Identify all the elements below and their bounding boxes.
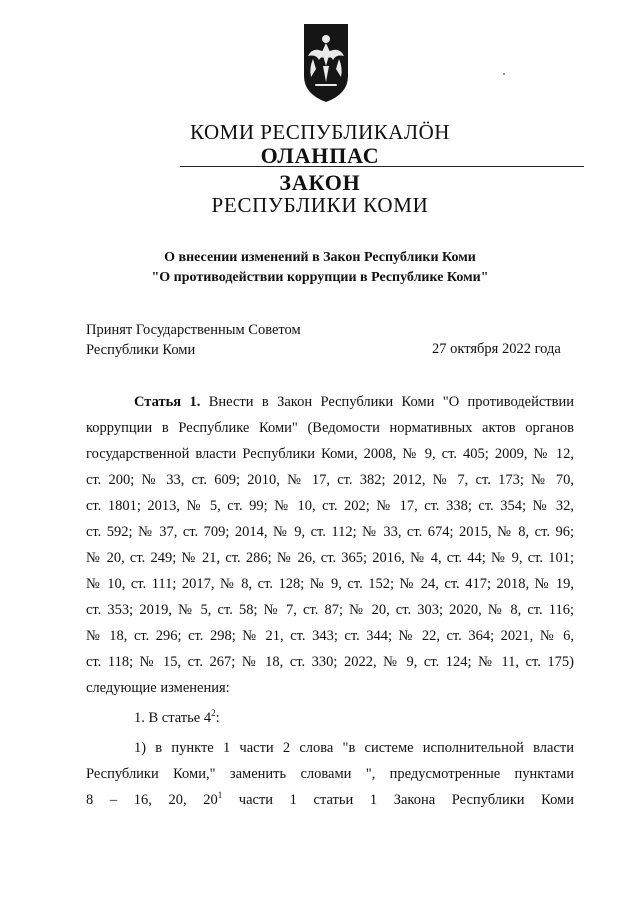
law-subject-line1: О внесении изменений в Закон Республики Коми: [164, 250, 476, 265]
adopted-by-line1: Принят Государственным Советом: [86, 322, 301, 338]
article-line: ст. 592; № 37, ст. 709; 2014, № 9, ст. 112; № 33, ст. 674; 2015, № 8, ст. 96;: [86, 524, 574, 540]
article-line-text: Внести в Закон Республики Коми "О противодействии: [208, 394, 575, 410]
subitem-1-text-b: части 1 статьи 1 Закона Республики Коми: [222, 792, 574, 808]
subitem-1-superscript: 1: [217, 790, 223, 801]
article-line: ст. 200; № 33, ст. 609; 2010, № 17, ст. 382; 2012, № 7, ст. 173; № 70,: [86, 472, 574, 488]
law-subject-line2: "О противодействии коррупции в Республике Коми": [151, 270, 489, 285]
header-respubliki-komi: РЕСПУБЛИКИ КОМИ: [211, 193, 429, 217]
article-line: ст. 118; № 15, ст. 267; № 18, ст. 330; 2022, № 9, ст. 124; № 11, ст. 175): [86, 654, 574, 670]
article-line: ст. 1801; 2013, № 5, ст. 99; № 10, ст. 202; № 17, ст. 338; ст. 354; № 32,: [86, 498, 574, 514]
header-divider: [180, 166, 584, 167]
article-line: [134, 394, 574, 411]
subitem-1-line: [86, 792, 574, 809]
article-line: № 18, ст. 296; ст. 298; № 21, ст. 343; ст. 344; № 22, ст. 364; 2021, № 6,: [86, 628, 574, 644]
article-line: № 10, ст. 111; 2017, № 8, ст. 128; № 9, ст. 152; № 24, ст. 417; 2018, № 19,: [86, 576, 574, 592]
article-label: Статья 1.: [134, 394, 201, 410]
header-zakon: ЗАКОН: [279, 170, 361, 195]
article-line: следующие изменения:: [86, 680, 230, 696]
item-1-suffix: :: [215, 710, 220, 726]
header-olanpas: ОЛАНПАС: [260, 143, 380, 168]
adoption-date: 27 октября 2022 года: [432, 341, 561, 357]
article-line: ст. 353; 2019, № 5, ст. 58; № 7, ст. 87; № 20, ст. 303; 2020, № 8, ст. 116;: [86, 602, 574, 618]
article-line: № 20, ст. 249; № 21, ст. 286; № 26, ст. 365; 2016, № 4, ст. 44; № 9, ст. 101;: [86, 550, 574, 566]
scan-speck: [503, 73, 505, 75]
subitem-1-line: 1) в пункте 1 части 2 слова "в системе исполнительной власти: [134, 740, 574, 756]
item-1-heading: [134, 710, 574, 727]
article-line: коррупции в Республике Коми" (Ведомости нормативных актов органов: [86, 420, 574, 436]
item-1-superscript: 2: [211, 708, 216, 719]
item-1-text: 1. В статье 4: [134, 710, 212, 726]
header-republic-komi-language: КОМИ РЕСПУБЛИКАЛӦН: [190, 120, 450, 144]
adopted-by-line2: Республики Коми: [86, 342, 196, 358]
subitem-1-line: Республики Коми," заменить словами ", предусмотренные пунктами: [86, 766, 574, 782]
subitem-1-text-a: 8 – 16, 20, 20: [86, 792, 218, 808]
coat-of-arms-emblem: [301, 22, 351, 104]
article-line: государственной власти Республики Коми, 2008, № 9, ст. 405; 2009, № 12,: [86, 446, 574, 462]
